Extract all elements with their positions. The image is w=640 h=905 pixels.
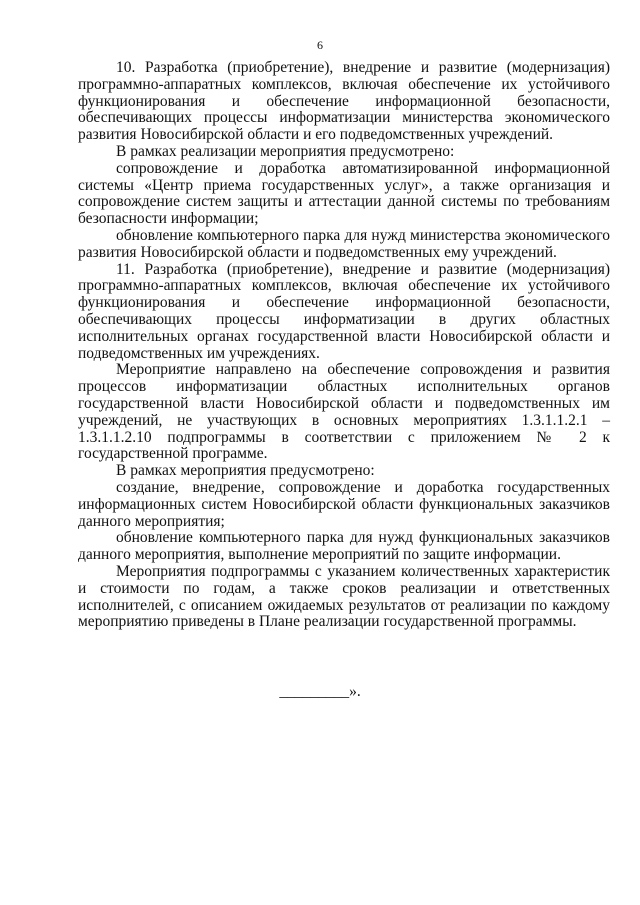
closing-mark: _________». (279, 683, 361, 700)
paragraph-creation: создание, внедрение, сопровождение и доработка государственных информационных систем Новосибирской области функциональных заказчиков данного мероприятия; (78, 478, 610, 530)
paragraph-subprogram-activities: Мероприятия подпрограммы с указанием количественных характеристик и стоимости по годам, а также сроков реализации и ответственных исполнителей, с описанием ожидаемых результатов от реализации по каждому мероприятию приведены в Плане реализации государственной программы. (78, 562, 610, 631)
paragraph-activity-intro: В рамках реализации мероприятия предусмотрено: (116, 142, 455, 160)
paragraph-computer-update: обновление компьютерного парка для нужд министерства экономического развития Новосибирской области и подведомственных ему учреждений. (78, 226, 610, 261)
paragraph-item-10: 10. Разработка (приобретение), внедрение и развитие (модернизация) программно-аппаратных комплексов, включая обеспечение их устойчивого функционирования и обеспечение информационной безопасности, обеспечивающих процессы информатизации министерства экономического развития Новосибирской области и его подведомственных учреждений. (78, 59, 610, 144)
paragraph-item-11: 11. Разработка (приобретение), внедрение и развитие (модернизация) программно-аппаратных комплексов, включая обеспечение их устойчивого функционирования и обеспечение информационной безопасности, обеспечивающих процессы информатизации в других областных исполнительных органах государственной власти Новосибирской области и подведомственных им учреждениях. (78, 260, 610, 362)
paragraph-activity-purpose: Мероприятие направлено на обеспечение сопровождения и развития процессов информатизации областных исполнительных органов государственной власти Новосибирской области и подведомственных им учреждений, не участвующих в основных мероприятиях 1.3.1.1.2.1 – 1.3.1.1.2.10 подпрограммы в соответствии с приложением № 2 к государственной программе. (78, 361, 610, 463)
page-number: 6 (317, 38, 323, 52)
paragraph-support-system: сопровождение и доработка автоматизированной информационной системы «Центр приема государственных услуг», а также организация и сопровождение систем защиты и аттестации данной системы по требованиям безопасности информации; (78, 159, 610, 228)
document-body (78, 60, 610, 631)
paragraph-computer-update-customers: обновление компьютерного парка для нужд функциональных заказчиков данного мероприятия, выполнение мероприятий по защите информации. (78, 529, 610, 564)
paragraph-activity-provisions: В рамках мероприятия предусмотрено: (116, 462, 375, 480)
